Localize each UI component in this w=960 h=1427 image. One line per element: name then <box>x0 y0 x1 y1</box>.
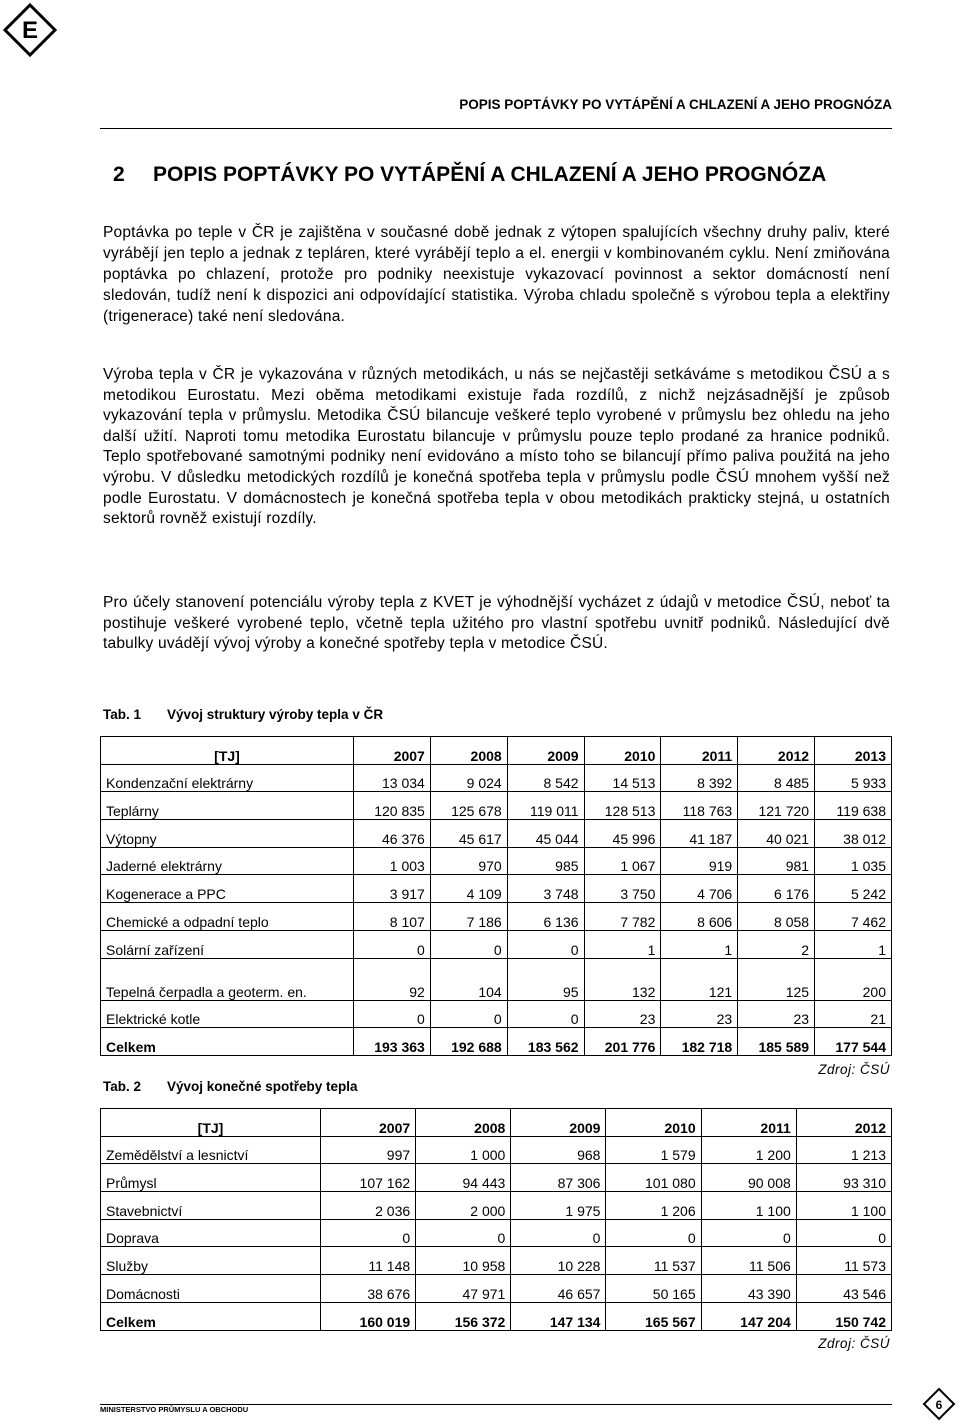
cell-value: 150 742 <box>796 1302 891 1330</box>
cell-value: 985 <box>507 847 584 875</box>
row-label: [TJ] <box>101 1109 321 1137</box>
cell-value: 10 958 <box>416 1247 511 1275</box>
cell-value: 4 109 <box>430 875 507 903</box>
row-label: Celkem <box>101 1302 321 1330</box>
cell-value: 11 573 <box>796 1247 891 1275</box>
cell-value: 193 363 <box>354 1028 431 1056</box>
row-label: Teplárny <box>101 792 354 820</box>
footer-organization: MINISTERSTVO PRŮMYSLU A OBCHODU <box>100 1405 249 1414</box>
cell-value: 2012 <box>796 1109 891 1137</box>
cell-value: 8 542 <box>507 764 584 792</box>
cell-value: 1 100 <box>796 1192 891 1220</box>
table-2-caption <box>103 1079 358 1094</box>
cell-value: 121 <box>661 958 738 1000</box>
row-label: Kondenzační elektrárny <box>101 764 354 792</box>
cell-value: 5 242 <box>815 875 892 903</box>
cell-value: 7 462 <box>815 903 892 931</box>
table-row <box>101 1275 892 1303</box>
row-label: Domácnosti <box>101 1275 321 1303</box>
cell-value: 183 562 <box>507 1028 584 1056</box>
cell-value: 997 <box>321 1136 416 1164</box>
cell-value: 2008 <box>430 737 507 765</box>
cell-value: 6 136 <box>507 903 584 931</box>
cell-value: 0 <box>321 1219 416 1247</box>
row-label: Celkem <box>101 1028 354 1056</box>
cell-value: 2010 <box>584 737 661 765</box>
cell-value: 2013 <box>815 737 892 765</box>
table-row <box>101 1192 892 1220</box>
cell-value: 2007 <box>354 737 431 765</box>
row-label: [TJ] <box>101 737 354 765</box>
cell-value: 93 310 <box>796 1164 891 1192</box>
cell-value: 1 579 <box>606 1136 701 1164</box>
cell-value: 2011 <box>701 1109 796 1137</box>
cell-value: 970 <box>430 847 507 875</box>
cell-value: 125 678 <box>430 792 507 820</box>
table-header-row <box>101 737 892 765</box>
running-header: POPIS POPTÁVKY PO VYTÁPĚNÍ A CHLAZENÍ A JEHO PROGNÓZA <box>459 97 892 112</box>
cell-value: 3 748 <box>507 875 584 903</box>
table-2-label: Tab. 2 <box>103 1079 142 1094</box>
cell-value: 1 <box>815 930 892 958</box>
cell-value: 0 <box>701 1219 796 1247</box>
cell-value: 5 933 <box>815 764 892 792</box>
cell-value: 40 021 <box>738 820 815 848</box>
cell-value: 107 162 <box>321 1164 416 1192</box>
cell-value: 13 034 <box>354 764 431 792</box>
cell-value: 0 <box>354 930 431 958</box>
chapter-title: POPIS POPTÁVKY PO VYTÁPĚNÍ A CHLAZENÍ A JEHO PROGNÓZA <box>153 163 827 187</box>
table-row <box>101 792 892 820</box>
cell-value: 1 975 <box>511 1192 606 1220</box>
cell-value: 46 657 <box>511 1275 606 1303</box>
cell-value: 46 376 <box>354 820 431 848</box>
row-label: Kogenerace a PPC <box>101 875 354 903</box>
row-label: Stavebnictví <box>101 1192 321 1220</box>
cell-value: 2008 <box>416 1109 511 1137</box>
table-1-caption <box>103 707 383 722</box>
row-label: Tepelná čerpadla a geoterm. en. <box>101 958 354 1000</box>
row-label: Služby <box>101 1247 321 1275</box>
table-row <box>101 847 892 875</box>
cell-value: 2007 <box>321 1109 416 1137</box>
cell-value: 0 <box>507 930 584 958</box>
table-1-title: Vývoj struktury výroby tepla v ČR <box>167 707 384 722</box>
cell-value: 1 035 <box>815 847 892 875</box>
cell-value: 23 <box>661 1000 738 1028</box>
cell-value: 41 187 <box>661 820 738 848</box>
cell-value: 3 750 <box>584 875 661 903</box>
cell-value: 6 176 <box>738 875 815 903</box>
cell-value: 165 567 <box>606 1302 701 1330</box>
cell-value: 7 186 <box>430 903 507 931</box>
cell-value: 2010 <box>606 1109 701 1137</box>
cell-value: 1 213 <box>796 1136 891 1164</box>
row-label: Doprava <box>101 1219 321 1247</box>
table-row <box>101 1219 892 1247</box>
cell-value: 1 200 <box>701 1136 796 1164</box>
cell-value: 101 080 <box>606 1164 701 1192</box>
table-row <box>101 903 892 931</box>
cell-value: 182 718 <box>661 1028 738 1056</box>
cell-value: 2 036 <box>321 1192 416 1220</box>
paragraph-1: Poptávka po teple v ČR je zajištěna v současné době jednak z výtopen spalujících všechny druhy paliv, které vyrábějí jen teplo a jednak z tepláren, které vyrábějí teplo a el. energii v kombinovaném cyklu. Není zmiňována poptávka po chlazení, protože pro podniky neexistuje vykazovací povinnost a sektor domácností není sledován, tudíž není k dispozici ani odpovídající statistika. Výroba chladu společně s výrobou tepla a elektřiny (trigenerace) také není sledována. <box>103 224 890 325</box>
table-row <box>101 1000 892 1028</box>
cell-value: 8 485 <box>738 764 815 792</box>
cell-value: 128 513 <box>584 792 661 820</box>
cell-value: 43 390 <box>701 1275 796 1303</box>
cell-value: 192 688 <box>430 1028 507 1056</box>
cell-value: 3 917 <box>354 875 431 903</box>
table-row <box>101 1247 892 1275</box>
cell-value: 8 058 <box>738 903 815 931</box>
cell-value: 147 204 <box>701 1302 796 1330</box>
cell-value: 0 <box>796 1219 891 1247</box>
cell-value: 11 148 <box>321 1247 416 1275</box>
table-1-label: Tab. 1 <box>103 707 142 722</box>
cell-value: 50 165 <box>606 1275 701 1303</box>
cell-value: 981 <box>738 847 815 875</box>
cell-value: 0 <box>430 1000 507 1028</box>
cell-value: 185 589 <box>738 1028 815 1056</box>
row-label: Solární zařízení <box>101 930 354 958</box>
cell-value: 0 <box>511 1219 606 1247</box>
header-rule <box>100 128 892 129</box>
table-1-source: Zdroj: ČSÚ <box>818 1062 890 1077</box>
cell-value: 21 <box>815 1000 892 1028</box>
cell-value: 0 <box>606 1219 701 1247</box>
cell-value: 8 107 <box>354 903 431 931</box>
cell-value: 1 000 <box>416 1136 511 1164</box>
cell-value: 43 546 <box>796 1275 891 1303</box>
cell-value: 1 100 <box>701 1192 796 1220</box>
cell-value: 95 <box>507 958 584 1000</box>
cell-value: 2 <box>738 930 815 958</box>
cell-value: 90 008 <box>701 1164 796 1192</box>
cell-value: 38 012 <box>815 820 892 848</box>
cell-value: 118 763 <box>661 792 738 820</box>
cell-value: 7 782 <box>584 903 661 931</box>
cell-value: 968 <box>511 1136 606 1164</box>
table-row <box>101 820 892 848</box>
cell-value: 119 638 <box>815 792 892 820</box>
cell-value: 14 513 <box>584 764 661 792</box>
cell-value: 9 024 <box>430 764 507 792</box>
cell-value: 8 392 <box>661 764 738 792</box>
cell-value: 1 206 <box>606 1192 701 1220</box>
cell-value: 23 <box>584 1000 661 1028</box>
cell-value: 92 <box>354 958 431 1000</box>
cell-value: 104 <box>430 958 507 1000</box>
row-label: Chemické a odpadní teplo <box>101 903 354 931</box>
table-row <box>101 875 892 903</box>
cell-value: 132 <box>584 958 661 1000</box>
cell-value: 10 228 <box>511 1247 606 1275</box>
table-row <box>101 764 892 792</box>
cell-value: 2011 <box>661 737 738 765</box>
logo-letter: E <box>21 17 39 44</box>
cell-value: 87 306 <box>511 1164 606 1192</box>
page-number: 6 <box>935 1398 943 1412</box>
cell-value: 45 996 <box>584 820 661 848</box>
table-total-row <box>101 1028 892 1056</box>
cell-value: 156 372 <box>416 1302 511 1330</box>
row-label: Elektrické kotle <box>101 1000 354 1028</box>
row-label: Výtopny <box>101 820 354 848</box>
cell-value: 1 <box>584 930 661 958</box>
cell-value: 45 617 <box>430 820 507 848</box>
heat-consumption-table <box>100 1108 892 1331</box>
cell-value: 0 <box>430 930 507 958</box>
row-label: Jaderné elektrárny <box>101 847 354 875</box>
table-row <box>101 930 892 958</box>
row-label: Zemědělství a lesnictví <box>101 1136 321 1164</box>
table-row <box>101 1164 892 1192</box>
cell-value: 45 044 <box>507 820 584 848</box>
cell-value: 2012 <box>738 737 815 765</box>
cell-value: 0 <box>416 1219 511 1247</box>
table-row <box>101 1136 892 1164</box>
cell-value: 119 011 <box>507 792 584 820</box>
cell-value: 121 720 <box>738 792 815 820</box>
cell-value: 11 537 <box>606 1247 701 1275</box>
cell-value: 0 <box>507 1000 584 1028</box>
cell-value: 47 971 <box>416 1275 511 1303</box>
cell-value: 2009 <box>507 737 584 765</box>
cell-value: 200 <box>815 958 892 1000</box>
cell-value: 2009 <box>511 1109 606 1137</box>
cell-value: 147 134 <box>511 1302 606 1330</box>
cell-value: 0 <box>354 1000 431 1028</box>
cell-value: 8 606 <box>661 903 738 931</box>
table-header-row <box>101 1109 892 1137</box>
paragraph-2: Výroba tepla v ČR je vykazována v různých metodikách, u nás se nejčastěji setkáváme s metodikou ČSÚ a s metodikou Eurostatu. Mezi oběma metodikami existuje řada rozdílů, z nichž nejzásadnější je způsob vykazování tepla v průmyslu. Metodika ČSÚ bilancuje veškeré teplo vyrobené v průmyslu bez ohledu na jeho další užití. Naproti tomu metodika Eurostatu bilancuje v průmyslu pouze teplo prodané za hranice podniků. Teplo spotřebované samotnými podniky není evidováno a místo toho se bilancují přímo paliva použitá na jeho výrobu. V důsledku metodických rozdílů je konečná spotřeba tepla v průmyslu podle ČSÚ mnohem vyšší než podle Eurostatu. V domácnostech je konečná spotřeba tepla v obou metodikách prakticky stejná, u ostatních sektorů rovněž existují rozdíly. <box>103 366 890 528</box>
chapter-heading <box>113 162 890 187</box>
cell-value: 1 <box>661 930 738 958</box>
cell-value: 11 506 <box>701 1247 796 1275</box>
table-total-row <box>101 1302 892 1330</box>
cell-value: 160 019 <box>321 1302 416 1330</box>
table-2-title: Vývoj konečné spotřeby tepla <box>167 1079 358 1094</box>
heat-production-table <box>100 736 892 1056</box>
row-label: Průmysl <box>101 1164 321 1192</box>
paragraph-3: Pro účely stanovení potenciálu výroby tepla z KVET je výhodnější vycházet z údajů v metodice ČSÚ, neboť ta postihuje veškeré vyrobené teplo, včetně tepla užitého pro vlastní spotřebu uvnitř podniků. Následující dvě tabulky uvádějí vývoj výroby a konečné spotřeby tepla v metodice ČSÚ. <box>103 594 890 653</box>
cell-value: 38 676 <box>321 1275 416 1303</box>
chapter-number: 2 <box>113 163 125 187</box>
publisher-logo <box>2 2 58 58</box>
cell-value: 919 <box>661 847 738 875</box>
cell-value: 4 706 <box>661 875 738 903</box>
cell-value: 1 003 <box>354 847 431 875</box>
cell-value: 125 <box>738 958 815 1000</box>
cell-value: 23 <box>738 1000 815 1028</box>
cell-value: 1 067 <box>584 847 661 875</box>
cell-value: 94 443 <box>416 1164 511 1192</box>
cell-value: 177 544 <box>815 1028 892 1056</box>
cell-value: 201 776 <box>584 1028 661 1056</box>
table-row <box>101 958 892 1000</box>
cell-value: 120 835 <box>354 792 431 820</box>
cell-value: 2 000 <box>416 1192 511 1220</box>
table-2-source: Zdroj: ČSÚ <box>818 1336 890 1351</box>
